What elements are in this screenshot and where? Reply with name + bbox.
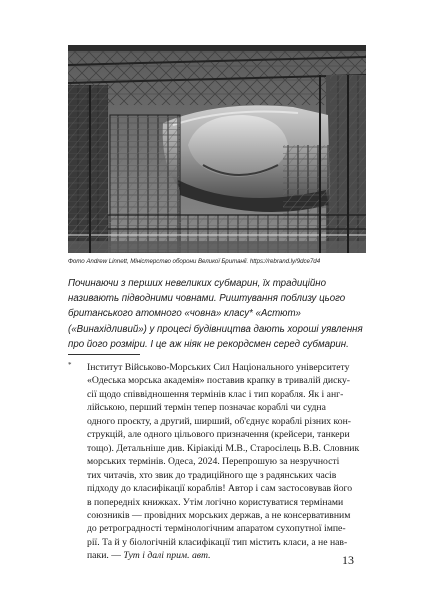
footnote-line: одного проєкту, а другий, ширший, об'єднує кораблі різних кон-	[87, 415, 352, 427]
photo-caption	[68, 276, 380, 352]
footnote-last-line	[87, 549, 382, 562]
page-number: 13	[342, 553, 354, 567]
footnote-line: в попередніх книжках. Утім логічно користуватися термінами	[87, 496, 344, 508]
caption-line: Починаючи з перших невеликих субмарин, їх традиційно	[68, 278, 326, 289]
footnote-line: сії щодо співвідношення термінів клас і тип корабля. Як і анг-	[87, 388, 344, 400]
footnote-line: підходу до класифікації кораблів! Автор і сам застосовував його	[87, 483, 353, 495]
footnote-last-line-prefix: паки. —	[87, 550, 124, 562]
footnote-line: рії. Та й у біологічній класифікації тип містить класи, а не нав-	[87, 536, 348, 548]
footnote-line: струкцій, але одного цільового призначення (крейсери, танкери	[87, 429, 350, 441]
caption-line: («Винахідливий») у процесі будівництва дають хороші уявлення	[68, 323, 363, 335]
caption-line: про його розміри. І це аж ніяк не рекордсмен серед субмарин.	[68, 338, 349, 350]
footnote-line: лійською, перший термін тепер позначає кораблі чи судна	[87, 402, 326, 414]
footnote-marker: *	[68, 361, 72, 369]
footnote-line: тощо). Детальніше див. Кіріакіді М.В., Старосілець В.В. Словник	[87, 442, 360, 454]
footnote-line: тих читачів, хто звик до традиційного ще з радянських часів	[87, 469, 337, 481]
submarine-photo	[68, 45, 366, 253]
footnote-line: Інститут Військово-Морських Сил Національного університету	[87, 362, 350, 373]
photo-credit: Фото Andrew Linnett, Міністерство оборони Великої Британії. https://rebrand.ly/9dce7d4	[68, 258, 321, 265]
submarine-photo-image	[68, 45, 366, 253]
footnote-divider	[68, 354, 140, 355]
caption-line: британського атомного «човна» класу* «Астют»	[68, 308, 301, 320]
footnote-line: до ретроградності термінологічним апаратом сухопутної імпе-	[87, 523, 346, 535]
caption-line: називають підводними човнами. Риштування поблизу цього	[68, 293, 346, 305]
footnote-line: «Одеська морська академія» поставив крапку в тривалій диску-	[87, 375, 351, 387]
footnote-line: морських термінів. Одеса, 2024. Перепрошую за незручності	[87, 456, 340, 468]
footnote-text	[87, 361, 382, 563]
footnote-line: союзників — провідних морських держав, а не консервативним	[87, 509, 351, 521]
footnote-author-note: Тут і далі прим. авт.	[123, 550, 211, 562]
